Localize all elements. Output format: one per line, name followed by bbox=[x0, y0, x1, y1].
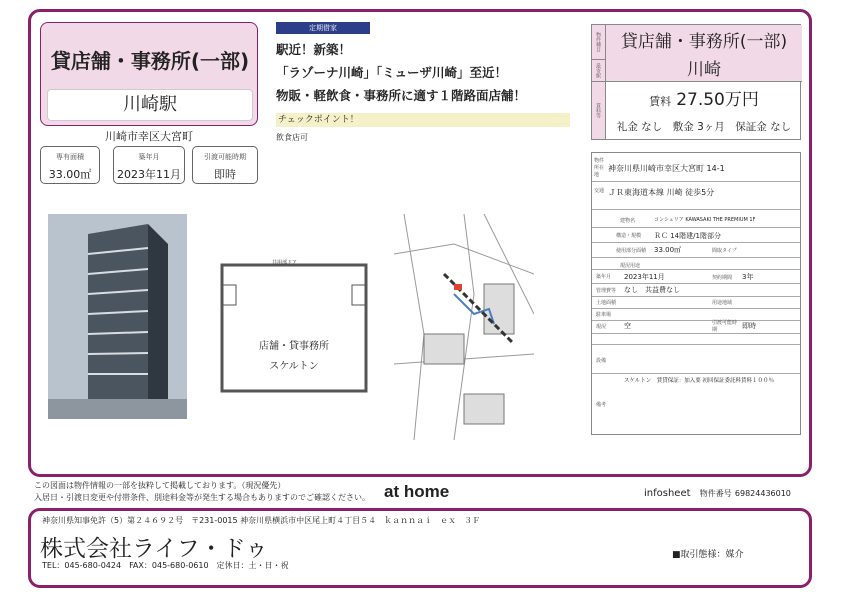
summary-label-type: 物件種目 bbox=[592, 25, 606, 59]
catch-line-3: 物販・軽飲食・事務所に適す１階路面店舗！ bbox=[276, 88, 527, 103]
structure: ＲＣ 14階建/1階部分 bbox=[654, 232, 721, 240]
spec-handover-label: 引渡可能時期 bbox=[204, 153, 246, 161]
summary-rent bbox=[606, 85, 802, 110]
room-note: スケルトン bbox=[269, 361, 319, 372]
zoning-label: 用途地域 bbox=[712, 300, 733, 306]
floor-plan bbox=[218, 255, 370, 395]
contract-label: 契約期間 bbox=[712, 275, 733, 281]
property-no-label: 物件番号 bbox=[699, 489, 732, 498]
notes: スケルトン 賃貸保証：加入要 初回保証委託料賃料１００％ bbox=[624, 378, 774, 384]
disclaimer-1: この図面は物件情報の一部を抜粋して掲載しております。（現況優先） bbox=[34, 481, 286, 490]
usage-label: 現況用途 bbox=[620, 263, 641, 269]
spec-built-value: 2023年11月 bbox=[117, 168, 181, 181]
athome-logo: at home bbox=[384, 482, 450, 501]
detail-transport: ＪＲ東海道本線 川崎 徒歩5分 bbox=[608, 188, 715, 197]
company-name: 株式会社ライフ・ドゥ bbox=[40, 536, 269, 562]
summary-box bbox=[591, 24, 801, 140]
summary-fees: 礼金 なし 敷金 3ヶ月 保証金 なし bbox=[616, 121, 792, 133]
detail-table bbox=[591, 152, 801, 435]
notes-label: 備考 bbox=[596, 402, 607, 408]
deal-type: ■取引態様：媒介 bbox=[672, 550, 744, 560]
station-name: 川崎駅 bbox=[47, 89, 253, 121]
handover-label: 引渡可能時期 bbox=[712, 320, 738, 333]
property-no: 69824436010 bbox=[734, 489, 791, 498]
summary-station: 川崎 bbox=[606, 59, 802, 81]
title-card bbox=[40, 22, 258, 126]
detail-address: 神奈川県川崎市幸区大宮町 14-1 bbox=[608, 164, 725, 173]
summary-type: 貸店舗・事務所(一部) bbox=[606, 25, 802, 59]
door-label: 共用部ドア bbox=[272, 260, 297, 266]
room-label: 店舗・貸事務所 bbox=[259, 341, 329, 352]
spec-handover-value: 即時 bbox=[214, 168, 236, 181]
building-name-label: 建物名 bbox=[620, 218, 636, 224]
spec-area bbox=[40, 146, 100, 184]
building-photo bbox=[48, 214, 187, 419]
check-point-text: 飲食店可 bbox=[276, 133, 308, 142]
lease-type-tag: 定期借家 bbox=[276, 22, 370, 34]
spec-area-label: 専有面積 bbox=[56, 153, 84, 161]
layout-label: 間取タイプ bbox=[712, 248, 737, 254]
company-license: 神奈川県知事免許（5）第２４６９２号 〒231-0015 神奈川県横浜市中区尾上町４丁目５４ ｋａｎｎａｉ ｅｘ ３Ｆ bbox=[42, 516, 481, 525]
parking-label: 駐車場 bbox=[596, 312, 612, 318]
rent-value: 27.50万円 bbox=[676, 90, 759, 110]
built-label: 築年月 bbox=[596, 274, 612, 280]
status: 空 bbox=[624, 322, 631, 330]
disclaimer-2: 入居日・引渡日変更や付帯条件、別途料金等が発生する場合もありますのでご確認ください。 bbox=[34, 493, 370, 502]
property-type-title: 貸店舗・事務所(一部) bbox=[50, 49, 250, 73]
catch-line-2: 「ラゾーナ川崎」「ミューザ川崎」至近！ bbox=[276, 65, 508, 80]
area: 33.00㎡ bbox=[654, 246, 682, 254]
equip-label: 設備 bbox=[596, 358, 607, 364]
rent-label: 賃料 bbox=[649, 95, 672, 108]
company-contact: TEL：045-680-0424 FAX：045-680-0610 定休日：土・日・祝 bbox=[42, 561, 289, 570]
infosheet-line bbox=[644, 488, 791, 499]
summary-label-station: 最寄駅 bbox=[592, 59, 606, 81]
area-map bbox=[394, 214, 534, 440]
area-label: 使用部分面積 bbox=[616, 248, 647, 254]
mgmt: なし 共益費なし bbox=[624, 286, 680, 294]
spec-built-label: 築年月 bbox=[138, 153, 160, 161]
contract: 3年 bbox=[742, 273, 754, 281]
building-name: コンシェリア KAWASAKI THE PREMIUM 1F bbox=[654, 217, 756, 223]
spec-handover bbox=[192, 146, 258, 184]
status-label: 現況 bbox=[596, 324, 607, 330]
structure-label: 構造・規模 bbox=[616, 233, 642, 239]
land-label: 土地面積 bbox=[596, 300, 617, 306]
check-point-title: チェックポイント！ bbox=[276, 113, 570, 127]
address-short: 川崎市幸区大宮町 bbox=[105, 130, 193, 143]
summary-label-rent: 賃料等 bbox=[592, 81, 606, 139]
spec-area-value: 33.00㎡ bbox=[48, 168, 92, 181]
detail-transport-label: 交通 bbox=[594, 188, 605, 194]
built: 2023年11月 bbox=[624, 273, 665, 281]
spec-built bbox=[113, 146, 185, 184]
infosheet-label: infosheet bbox=[644, 488, 691, 499]
mgmt-label: 管理費等 bbox=[596, 288, 617, 294]
handover: 即時 bbox=[742, 322, 756, 330]
detail-address-label: 物件所在地 bbox=[594, 158, 605, 178]
catch-line-1: 駅近！新築！ bbox=[276, 42, 352, 57]
